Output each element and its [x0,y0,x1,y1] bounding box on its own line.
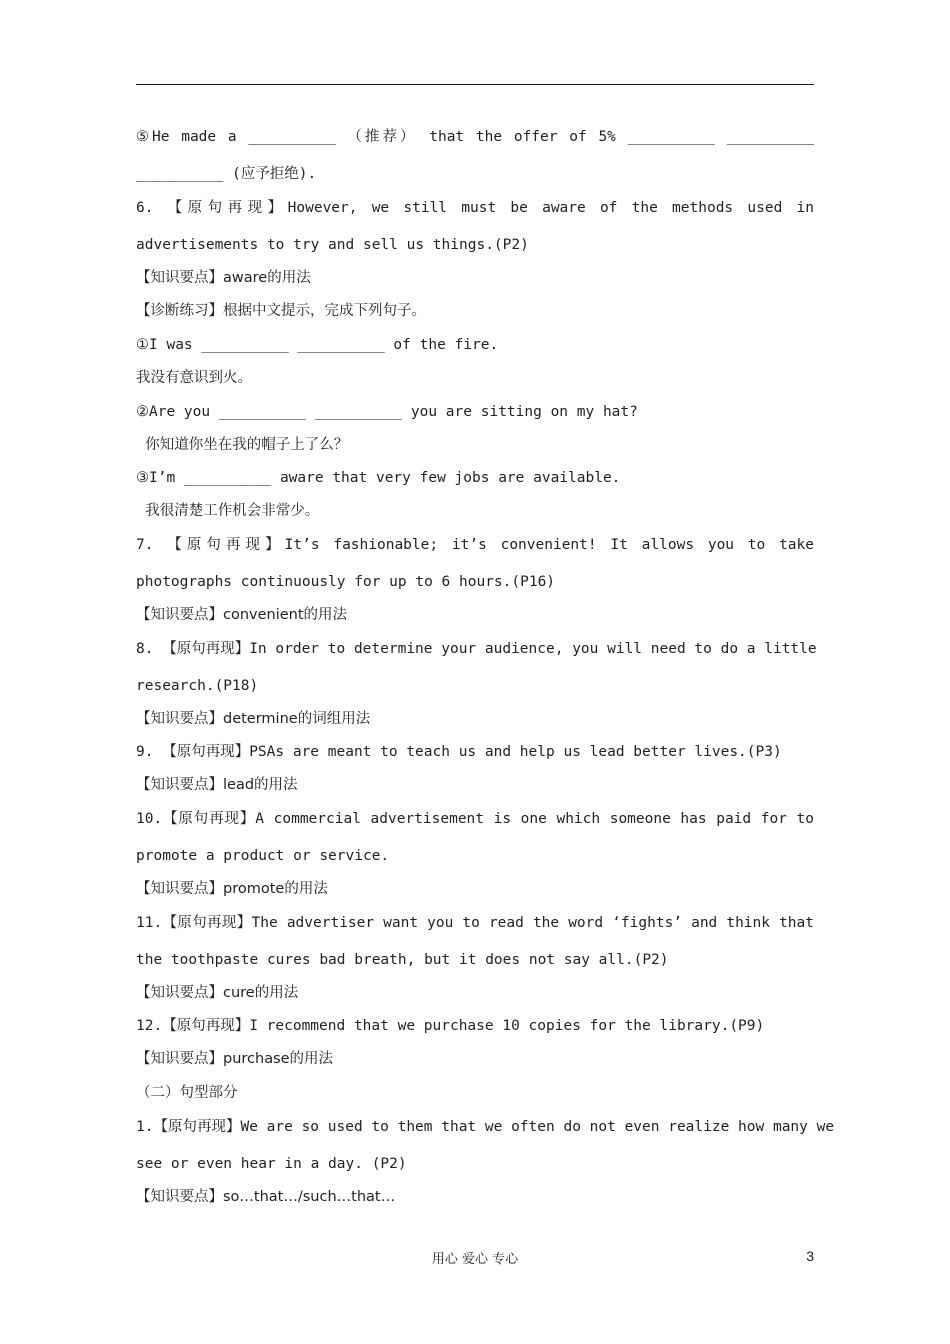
text-line: 10.【原句再现】A commercial advertisement is one which someone has paid for to [136,811,814,827]
text-line: the toothpaste cures bad breath, but it does not say all.(P2) [136,952,669,968]
text-line: 我很清楚工作机会非常少。 [136,503,320,519]
text-line: 【知识要点】lead的用法 [136,777,298,793]
text-line: 8. 【原句再现】In order to determine your audience, you will need to do a little [136,641,817,657]
text-line: promote a product or service. [136,848,390,864]
text-line: 7. 【原句再现】It’s fashionable; it’s convenient! It allows you to take [136,537,814,553]
text-line: 【知识要点】cure的用法 [136,985,299,1001]
text-line: research.(P18) [136,678,259,694]
text-line: 6. 【原句再现】However, we still must be aware of the methods used in [136,200,814,216]
text-line: 【知识要点】purchase的用法 [136,1051,334,1067]
text-line: 你知道你坐在我的帽子上了么？ [136,437,349,453]
text-line: ③I’m __________ aware that very few jobs are available. [136,470,621,486]
text-line: 【知识要点】convenient的用法 [136,607,348,623]
text-line: 12.【原句再现】I recommend that we purchase 10 copies for the library.(P9) [136,1018,765,1034]
text-line: ①I was __________ __________ of the fire. [136,337,499,353]
text-line: see or even hear in a day. (P2) [136,1156,407,1172]
text-line: 【知识要点】promote的用法 [136,881,328,897]
text-line: 【知识要点】aware的用法 [136,270,311,286]
text-line: 1.【原句再现】We are so used to them that we often do not even realize how many we [136,1119,835,1135]
text-line: __________ (应予拒绝). [136,166,317,182]
text-line: ⑤He made a __________ （推荐） that the offer of 5% __________ __________ [136,129,814,145]
text-line: 9. 【原句再现】PSAs are meant to teach us and help us lead better lives.(P3) [136,744,782,760]
text-line: 【知识要点】so…that…/such…that… [136,1189,396,1205]
text-line: photographs continuously for up to 6 hours.(P16) [136,574,556,590]
text-line: 11.【原句再现】The advertiser want you to read the word ‘fights’ and think that [136,915,814,931]
text-line: advertisements to try and sell us things.(P2) [136,237,529,253]
text-line: ②Are you __________ __________ you are sitting on my hat? [136,404,638,420]
text-line: 【知识要点】determine的词组用法 [136,711,371,727]
section-heading: （二）句型部分 [136,1085,238,1101]
text-line: 【诊断练习】根据中文提示，完成下列句子。 [136,303,426,319]
text-line: 我没有意识到火。 [136,370,252,386]
page-footer: 用心 爱心 专心 [431,1252,519,1267]
header-rule [136,84,814,85]
page-number: 3 [806,1248,814,1264]
